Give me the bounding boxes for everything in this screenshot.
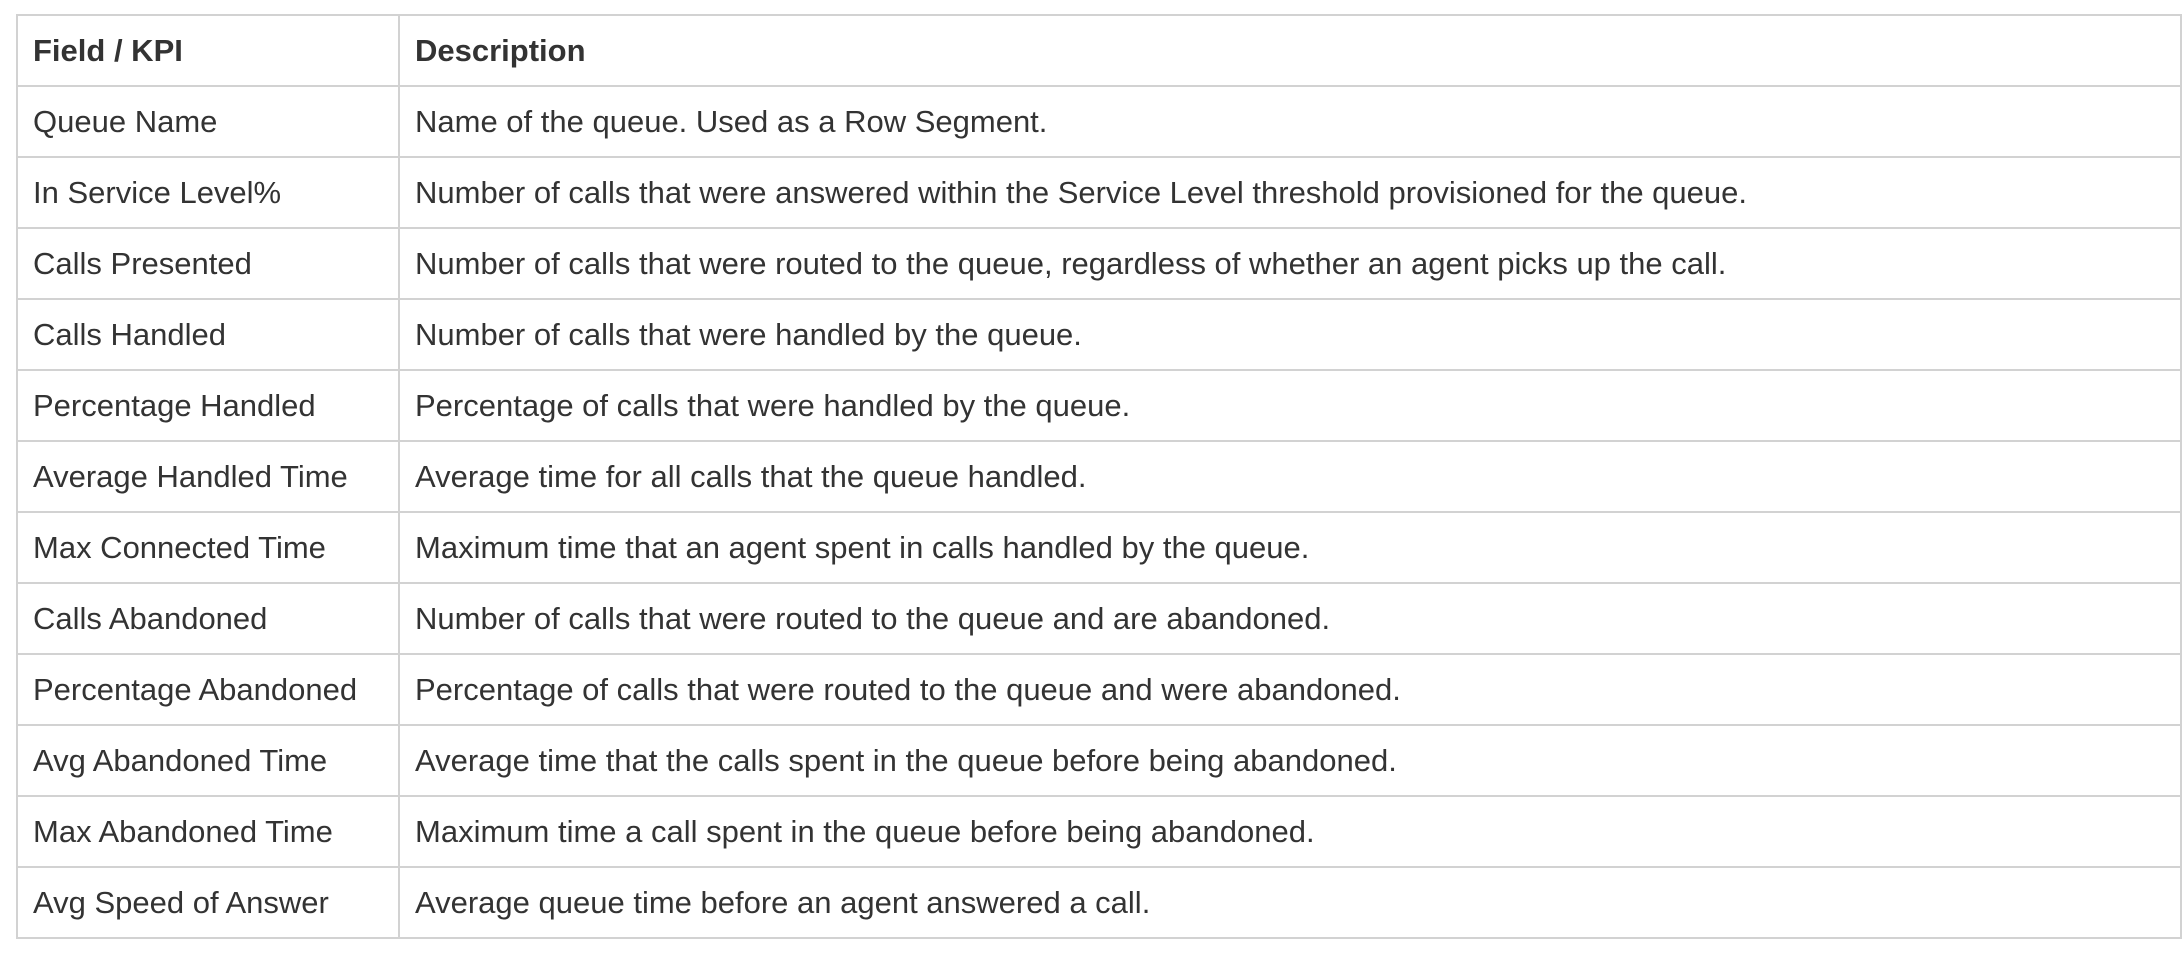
table-header-row — [17, 15, 2181, 86]
description-cell: Number of calls that were routed to the queue and are abandoned. — [399, 583, 2181, 654]
table-row — [17, 512, 2181, 583]
field-cell: Max Abandoned Time — [17, 796, 399, 867]
description-cell: Average queue time before an agent answered a call. — [399, 867, 2181, 938]
field-cell: Avg Speed of Answer — [17, 867, 399, 938]
table-row — [17, 441, 2181, 512]
description-cell: Number of calls that were routed to the queue, regardless of whether an agent picks up the call. — [399, 228, 2181, 299]
table-row — [17, 86, 2181, 157]
field-cell: Percentage Handled — [17, 370, 399, 441]
table-row — [17, 867, 2181, 938]
field-cell: Percentage Abandoned — [17, 654, 399, 725]
field-cell: Max Connected Time — [17, 512, 399, 583]
table-row — [17, 654, 2181, 725]
table-row — [17, 299, 2181, 370]
kpi-table-container — [16, 14, 2180, 939]
table-row — [17, 157, 2181, 228]
description-cell: Number of calls that were answered within the Service Level threshold provisioned for the queue. — [399, 157, 2181, 228]
table-row — [17, 796, 2181, 867]
table-row — [17, 583, 2181, 654]
field-cell: Queue Name — [17, 86, 399, 157]
field-cell: Calls Abandoned — [17, 583, 399, 654]
table-row — [17, 370, 2181, 441]
description-cell: Average time for all calls that the queue handled. — [399, 441, 2181, 512]
table-row — [17, 725, 2181, 796]
column-header-description: Description — [399, 15, 2181, 86]
field-cell: Calls Presented — [17, 228, 399, 299]
description-cell: Percentage of calls that were handled by the queue. — [399, 370, 2181, 441]
table-row — [17, 228, 2181, 299]
description-cell: Percentage of calls that were routed to the queue and were abandoned. — [399, 654, 2181, 725]
field-cell: Average Handled Time — [17, 441, 399, 512]
description-cell: Name of the queue. Used as a Row Segment. — [399, 86, 2181, 157]
field-cell: Calls Handled — [17, 299, 399, 370]
field-cell: Avg Abandoned Time — [17, 725, 399, 796]
description-cell: Maximum time a call spent in the queue before being abandoned. — [399, 796, 2181, 867]
description-cell: Average time that the calls spent in the queue before being abandoned. — [399, 725, 2181, 796]
kpi-table — [16, 14, 2182, 939]
description-cell: Number of calls that were handled by the queue. — [399, 299, 2181, 370]
column-header-field: Field / KPI — [17, 15, 399, 86]
field-cell: In Service Level% — [17, 157, 399, 228]
description-cell: Maximum time that an agent spent in calls handled by the queue. — [399, 512, 2181, 583]
